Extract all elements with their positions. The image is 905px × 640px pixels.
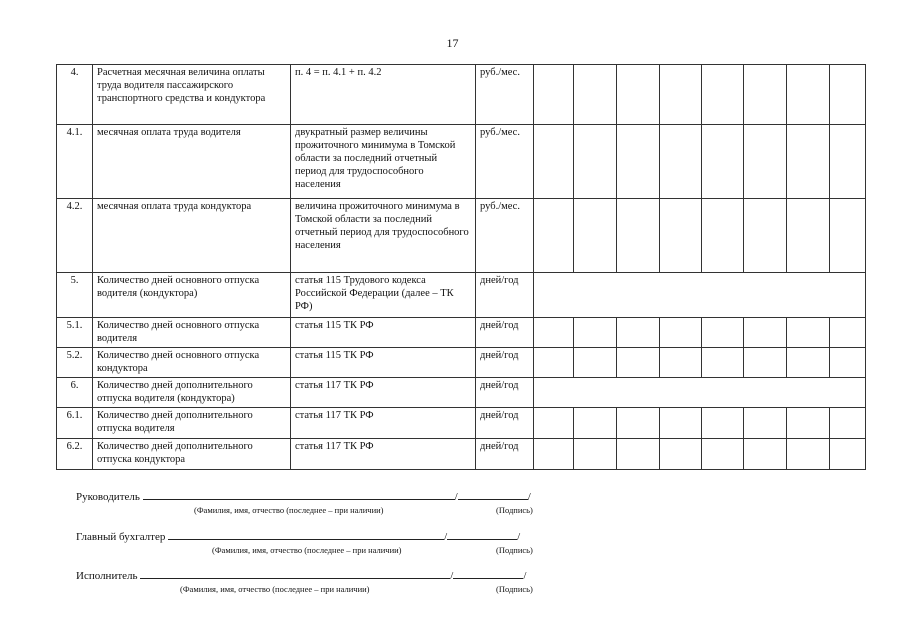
- signature-role: Главный бухгалтер: [76, 531, 166, 543]
- sign-line: [458, 489, 528, 500]
- row-number: 5.2.: [57, 348, 93, 378]
- signature-role: Исполнитель: [76, 570, 138, 582]
- row-number: 4.1.: [57, 125, 93, 199]
- sign-line: [453, 568, 523, 579]
- row-name: Количество дней дополнительного отпуска водителя: [93, 408, 291, 439]
- calculation-table: [56, 64, 866, 470]
- row-unit: руб./мес.: [476, 125, 534, 199]
- row-basis: статья 115 ТК РФ: [291, 318, 476, 348]
- row-number: 6.1.: [57, 408, 93, 439]
- row-unit: дней/год: [476, 378, 534, 408]
- table-row: [57, 199, 866, 273]
- row-name: месячная оплата труда кондуктора: [93, 199, 291, 273]
- row-number: 5.: [57, 273, 93, 318]
- row-name: Количество дней основного отпуска водителя: [93, 318, 291, 348]
- row-basis: величина прожиточного минимума в Томской области за последний отчетный период для трудоспособного населения: [291, 199, 476, 273]
- row-unit: руб./мес.: [476, 199, 534, 273]
- signature-role: Руководитель: [76, 491, 140, 503]
- page-number: 17: [446, 36, 459, 50]
- name-line: [140, 568, 450, 579]
- row-unit: дней/год: [476, 348, 534, 378]
- name-line: [143, 489, 455, 500]
- row-basis: статья 117 ТК РФ: [291, 378, 476, 408]
- table-row: [57, 125, 866, 199]
- row-unit: дней/год: [476, 408, 534, 439]
- row-name: Количество дней дополнительного отпуска кондуктора: [93, 439, 291, 470]
- row-basis: статья 115 Трудового кодекса Российской Федерации (далее – ТК РФ): [291, 273, 476, 318]
- name-caption: (Фамилия, имя, отчество (последнее – при наличии): [180, 584, 370, 594]
- table-row: [57, 65, 866, 125]
- table-row: [57, 408, 866, 439]
- table-row: [57, 439, 866, 470]
- table-row: [57, 318, 866, 348]
- row-basis: статья 117 ТК РФ: [291, 439, 476, 470]
- row-unit: дней/год: [476, 318, 534, 348]
- row-name: месячная оплата труда водителя: [93, 125, 291, 199]
- row-name: Количество дней основного отпуска кондуктора: [93, 348, 291, 378]
- table-row: [57, 378, 866, 408]
- sign-caption: (Подпись): [496, 545, 533, 555]
- row-name: Количество дней дополнительного отпуска водителя (кондуктора): [93, 378, 291, 408]
- sign-line: [447, 529, 517, 540]
- row-basis: статья 115 ТК РФ: [291, 348, 476, 378]
- sign-caption: (Подпись): [496, 505, 533, 515]
- row-number: 6.: [57, 378, 93, 408]
- row-number: 4.2.: [57, 199, 93, 273]
- row-name: Количество дней основного отпуска водителя (кондуктора): [93, 273, 291, 318]
- name-line: [168, 529, 444, 540]
- row-basis: статья 117 ТК РФ: [291, 408, 476, 439]
- row-unit: руб./мес.: [476, 65, 534, 125]
- name-caption: (Фамилия, имя, отчество (последнее – при наличии): [212, 545, 402, 555]
- sign-caption: (Подпись): [496, 584, 533, 594]
- table-row: [57, 273, 866, 318]
- name-caption: (Фамилия, имя, отчество (последнее – при наличии): [194, 505, 384, 515]
- row-basis: двукратный размер величины прожиточного минимума в Томской области за последний отчетный период для трудоспособного населения: [291, 125, 476, 199]
- table-row: [57, 348, 866, 378]
- row-number: 4.: [57, 65, 93, 125]
- row-name: Расчетная месячная величина оплаты труда водителя пассажирского транспортного средства и кондуктора: [93, 65, 291, 125]
- row-unit: дней/год: [476, 273, 534, 318]
- row-unit: дней/год: [476, 439, 534, 470]
- row-number: 6.2.: [57, 439, 93, 470]
- row-basis: п. 4 = п. 4.1 + п. 4.2: [291, 65, 476, 125]
- row-number: 5.1.: [57, 318, 93, 348]
